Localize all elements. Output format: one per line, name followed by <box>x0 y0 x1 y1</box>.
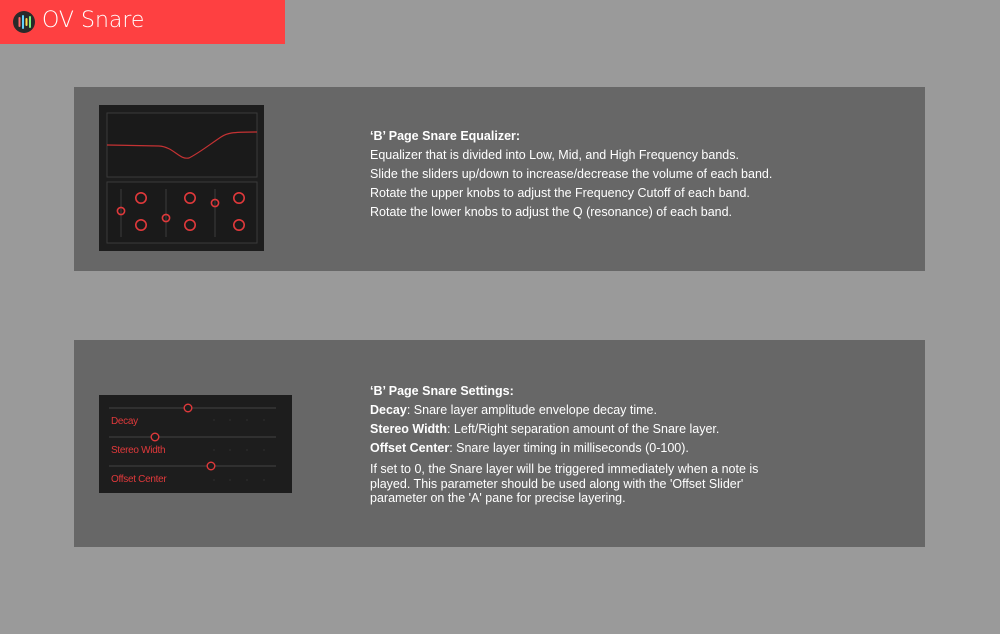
app-header <box>0 0 285 44</box>
equalizer-ui-thumbnail <box>99 105 264 251</box>
equalizer-graph <box>99 105 264 251</box>
stereo-width-description <box>370 420 790 439</box>
stereo-width-slider-label: Stereo Width <box>111 445 166 456</box>
offset-note: If set to 0, the Snare layer will be triggered immediately when a note is played. This parameter should be used along with the 'Offset Slider' parameter on the 'A' pane for precise layering. <box>370 462 759 505</box>
settings-ui-thumbnail <box>99 395 292 493</box>
decay-slider-label: Decay <box>111 416 138 427</box>
app-title: OV Snare <box>42 8 145 33</box>
eq-line: Equalizer that is divided into Low, Mid, and High Frequency bands. <box>370 148 739 162</box>
equalizer-bars-icon <box>12 10 36 34</box>
offset-center-description <box>370 439 790 458</box>
offset-center-term: Offset Center <box>370 441 450 455</box>
decay-text: : Snare layer amplitude envelope decay time. <box>406 403 657 417</box>
eq-line: Rotate the upper knobs to adjust the Frequency Cutoff of each band. <box>370 186 750 200</box>
eq-panel <box>74 87 925 271</box>
settings-panel <box>74 340 925 547</box>
offset-center-text: : Snare layer timing in milliseconds (0-100). <box>449 441 689 455</box>
settings-heading: ‘B’ Page Snare Settings: <box>370 384 514 398</box>
settings-description <box>370 382 790 506</box>
decay-description <box>370 401 790 420</box>
offset-center-slider-label: Offset Center <box>111 474 167 485</box>
stereo-width-text: : Left/Right separation amount of the Snare layer. <box>446 422 720 436</box>
decay-term: Decay <box>370 403 407 417</box>
eq-heading: ‘B’ Page Snare Equalizer: <box>370 129 521 143</box>
eq-line: Rotate the lower knobs to adjust the Q (resonance) of each band. <box>370 205 733 219</box>
stereo-width-term: Stereo Width <box>370 422 447 436</box>
eq-line: Slide the sliders up/down to increase/decrease the volume of each band. <box>370 167 773 181</box>
eq-description <box>370 127 772 222</box>
